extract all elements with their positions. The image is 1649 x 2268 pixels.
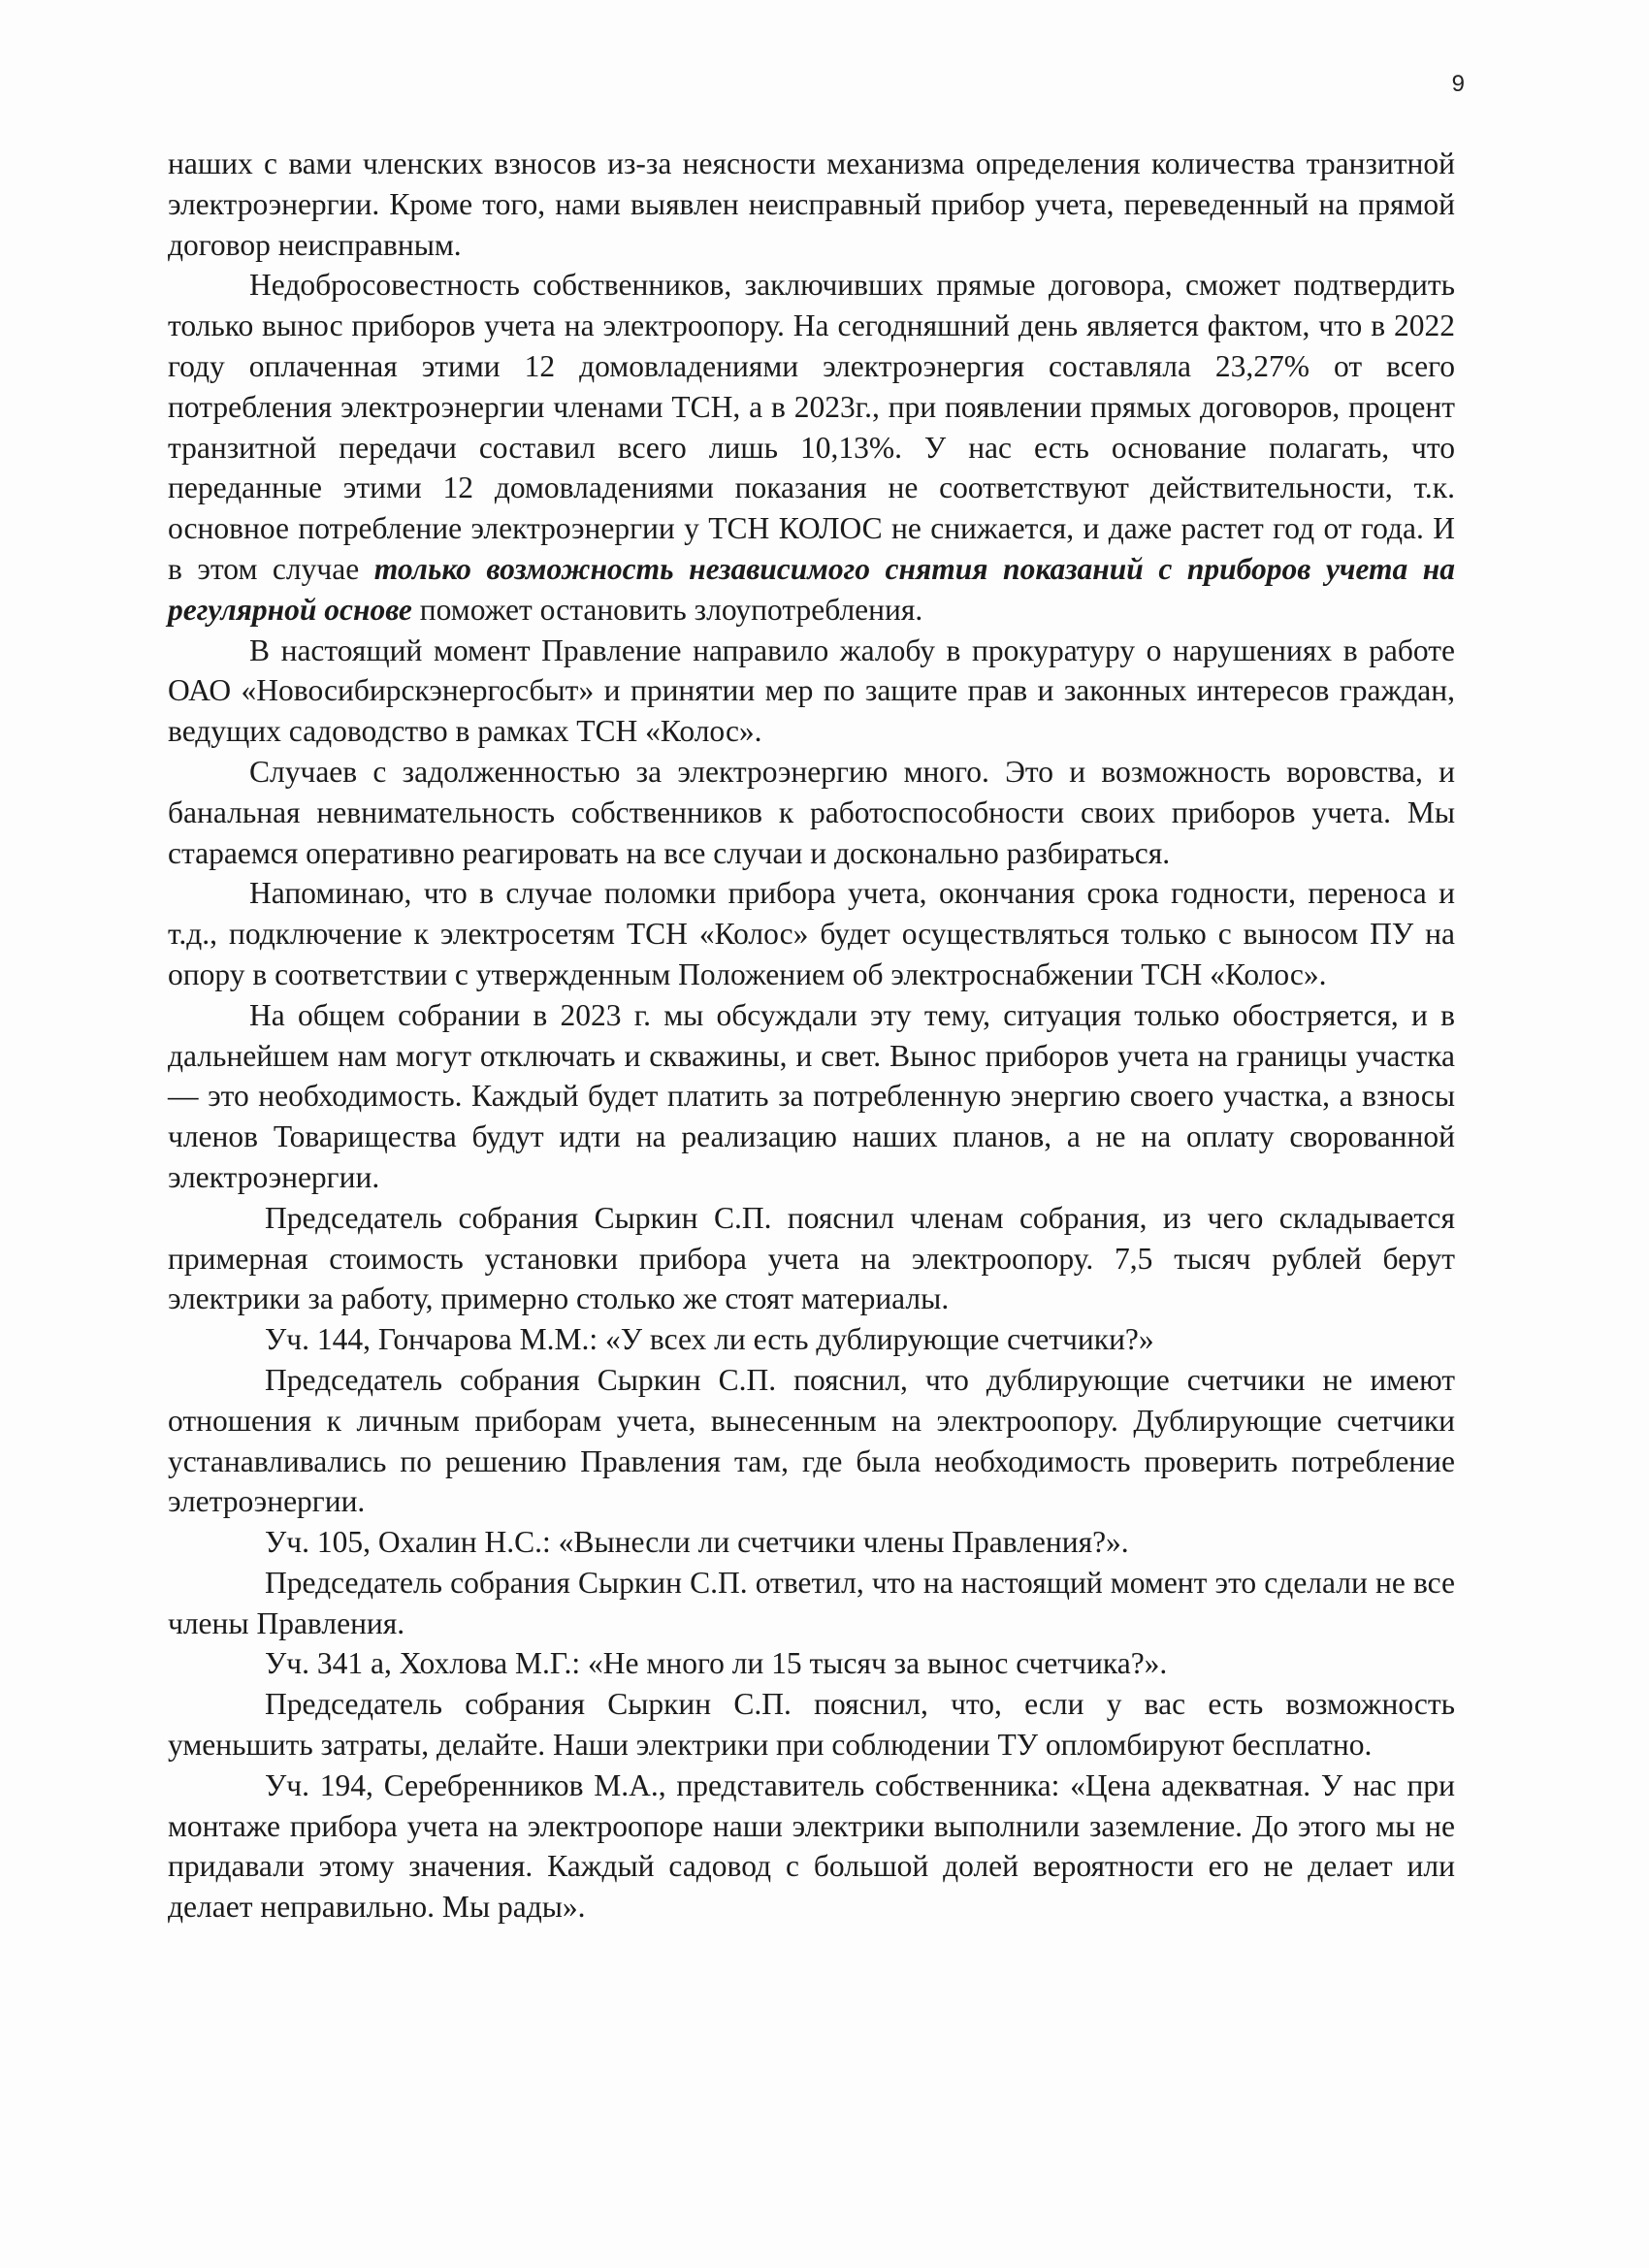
paragraph-text: Недобросовестность собственников, заключивших прямые договора, сможет подтвердить только вынос приборов учета на электроопору. На сегодняшний день является фактом, что в 2022 году оплаченная этими 12 домовладениями электроэнергия составляла 23,27% от всего потребления электроэнергии членами ТСН, а в 2023г., при появлении прямых договоров, процент транзитной передачи составил всего лишь 10,13%. У нас есть основание полагать, что переданные этими 12 домовладениями показания не соответствуют действительности, т.к. основное потребление электроэнергии у ТСН КОЛОС не снижается, и даже растет год от года. И в этом случае — [168, 268, 1455, 586]
document-body — [168, 144, 1455, 1928]
paragraph-general-meeting: На общем собрании в 2023 г. мы обсуждали эту тему, ситуация только обостряется, и в дальнейшем нам могут отключать и скважины, и свет. Вынос приборов учета на границы участка — это необходимость. Каждый будет платить за потребленную энергию своего участка, а взносы членов Товарищества будут идти на реализацию наших планов, а не на оплату сворованной электроэнергии. — [168, 997, 1455, 1194]
paragraph-continuation: наших с вами членских взносов из-за неясности механизма определения количества транзитной электроэнергии. Кроме того, нами выявлен неисправный прибор учета, переведенный на прямой договор неисправным. — [168, 146, 1455, 262]
paragraph-question-144: Уч. 144, Гончарова М.М.: «У всех ли есть дублирующие счетчики?» — [265, 1322, 1154, 1357]
page-number: 9 — [1451, 71, 1465, 97]
paragraph-debts: Случаев с задолженностью за электроэнергию много. Это и возможность воровства, и банальная невнимательность собственников к работоспособности своих приборов учета. Мы стараемся оперативно реагировать на все случаи и досконально разбираться. — [168, 754, 1455, 870]
paragraph-direct-contracts — [168, 265, 1455, 630]
paragraph-chairman-cost: Председатель собрания Сыркин С.П. пояснил членам собрания, из чего складывается примерная стоимость установки прибора учета на электроопору. 7,5 тысяч рублей берут электрики за работу, примерно столько же стоят материалы. — [168, 1200, 1455, 1316]
paragraph-reminder: Напоминаю, что в случае поломки прибора учета, окончания срока годности, переноса и т.д., подключение к электросетям ТСН «Колос» будет осуществляться только с выносом ПУ на опору в соответствии с утвержденным Положением об электроснабжении ТСН «Колос». — [168, 876, 1455, 991]
paragraph-chairman-costs: Председатель собрания Сыркин С.П. пояснил, что, если у вас есть возможность уменьшить затраты, делайте. Наши электрики при соблюдении ТУ опломбируют бесплатно. — [168, 1687, 1455, 1763]
paragraph-statement-194: Уч. 194, Серебренников М.А., представитель собственника: «Цена адекватная. У нас при монтаже прибора учета на электроопоре наши электрики выполнили заземление. До этого мы не придавали этому значения. Каждый садовод с большой долей вероятности его не делает или делает неправильно. Мы рады». — [168, 1767, 1455, 1925]
paragraph-question-341a: Уч. 341 а, Хохлова М.Г.: «Не много ли 15 тысяч за вынос счетчика?». — [265, 1646, 1168, 1681]
paragraph-chairman-duplicate: Председатель собрания Сыркин С.П. пояснил, что дублирующие счетчики не имеют отношения к личным приборам учета, вынесенным на электроопору. Дублирующие счетчики устанавливались по решению Правления там, где была необходимость проверить потребление элетроэнергии. — [168, 1362, 1455, 1519]
emphasized-text: только возможность независимого снятия показаний с приборов учета на регулярной основе — [168, 551, 1455, 627]
paragraph-text-end: поможет остановить злоупотребления. — [411, 592, 923, 627]
paragraph-chairman-board: Председатель собрания Сыркин С.П. ответил, что на настоящий момент это сделали не все члены Правления. — [168, 1565, 1455, 1640]
paragraph-complaint: В настоящий момент Правление направило жалобу в прокуратуру о нарушениях в работе ОАО «Новосибирскэнергосбыт» и принятии мер по защите прав и законных интересов граждан, ведущих садоводство в рамках ТСН «Колос». — [168, 632, 1455, 749]
paragraph-question-105: Уч. 105, Охалин Н.С.: «Вынесли ли счетчики члены Правления?». — [265, 1525, 1129, 1560]
